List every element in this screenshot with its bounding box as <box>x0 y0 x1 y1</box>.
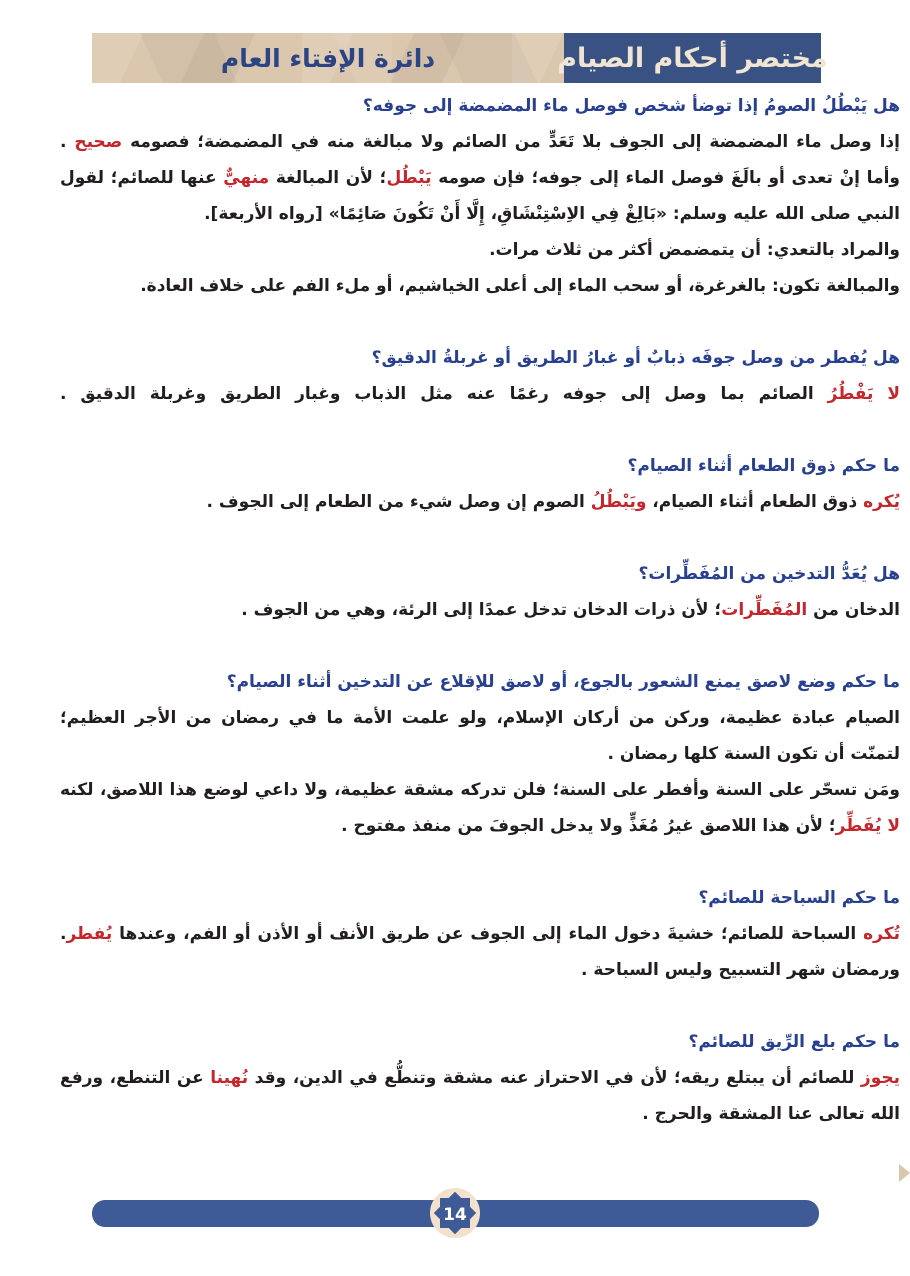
qa-block <box>60 448 900 520</box>
question-text: هل يُعَدُّ التدخين من المُفَطِّرات؟ <box>638 564 900 584</box>
highlight-term: يُكره <box>863 492 900 512</box>
answer-paragraph <box>60 916 900 952</box>
page-number: 14 <box>443 1205 467 1225</box>
highlight-term: صحيح <box>74 132 123 152</box>
answer-text: . <box>60 924 67 944</box>
answer-text: عنها للصائم؛ لقول النبي صلى الله عليه وسلم: «بَالِغْ فِي الاِسْتِنْشَاقِ، إِلَّا أَنْ تَكُونَ صَائِمًا» [رواه الأربعة]. <box>60 168 900 224</box>
answer-paragraph <box>60 376 900 412</box>
question-text: ما حكم وضع لاصق يمنع الشعور بالجوع، أو لاصق للإقلاع عن التدخين أثناء الصيام؟ <box>226 672 900 692</box>
answer-text: الصيام عبادة عظيمة، وركن من أركان الإسلام، ولو علمت الأمة ما في رمضان من الأجر العظيم؛ لتمنّت أن تكون السنة كلها رمضان . <box>60 708 900 764</box>
header-strip <box>92 33 828 83</box>
question-text: ما حكم السباحة للصائم؟ <box>698 888 900 908</box>
question-text: ما حكم ذوق الطعام أثناء الصيام؟ <box>627 456 900 476</box>
qa-content <box>60 88 900 1194</box>
answer-text: ذوق الطعام أثناء الصيام، <box>646 492 864 512</box>
highlight-term: منهيٌّ <box>223 168 270 188</box>
answer-paragraph <box>60 952 900 988</box>
org-name: دائرة الإفتاء العام <box>220 43 436 73</box>
highlight-term: يُفطر <box>66 924 113 944</box>
answer-text: إذا وصل ماء المضمضة إلى الجوف بلا تَعَدٍّ من الصائم ولا مبالغة منه في المضمضة؛ فصومه <box>122 132 900 152</box>
qa-block <box>60 664 900 844</box>
highlight-term: لا يَفْطُرُ <box>827 384 900 404</box>
answer-paragraph <box>60 124 900 160</box>
answer-text: . <box>60 132 75 152</box>
answer-text: ورمضان شهر التسبيح وليس السباحة . <box>581 960 900 980</box>
highlight-term: المُفَطِّرات <box>721 600 808 620</box>
answer-text: ؛ لأن المبالغة <box>269 168 387 188</box>
question-text: ما حكم بلع الرِّيق للصائم؟ <box>688 1032 900 1052</box>
answer-paragraph <box>60 700 900 772</box>
booklet-title: مختصر أحكام الصيام <box>557 42 828 74</box>
answer-text: الصوم إن وصل شيء من الطعام إلى الجوف . <box>206 492 591 512</box>
question-text: هل يَبْطُلُ الصومُ إذا توضأ شخص فوصل ماء المضمضة إلى جوفه؟ <box>362 96 900 116</box>
qa-block <box>60 880 900 988</box>
booklet-title-box <box>557 33 828 83</box>
answer-paragraph <box>60 1060 900 1132</box>
question-text: هل يُفطر من وصل جوفَه ذبابٌ أو غبارُ الطريق أو غربلةُ الدقيق؟ <box>371 348 900 368</box>
answer-text: وأما إنْ تعدى أو بالَغَ فوصل الماء إلى جوفه؛ فإن صومه <box>431 168 900 188</box>
answer-paragraph <box>60 592 900 628</box>
answer-paragraph <box>60 160 900 232</box>
answer-paragraph <box>60 484 900 520</box>
qa-block <box>60 1024 900 1132</box>
answer-text: الصائم بما وصل إلى جوفه رغمًا عنه مثل الذباب وغبار الطريق وغربلة الدقيق . <box>60 384 828 404</box>
answer-paragraph <box>60 232 900 268</box>
highlight-term: ويَبْطُلُ <box>590 492 647 512</box>
answer-text: السباحة للصائم؛ خشيةَ دخول الماء إلى الجوف عن طريق الأنف أو الأذن أو الفم، وعندها <box>112 924 864 944</box>
answer-text: ؛ لأن هذا اللاصق غيرُ مُغَذٍّ ولا يدخل الجوفَ من منفذ مفتوح . <box>341 816 836 836</box>
highlight-term: تُكره <box>863 924 900 944</box>
edge-ornament <box>899 1164 910 1182</box>
answer-text: ؛ لأن ذرات الدخان تدخل عمدًا إلى الرئة، وهي من الجوف . <box>241 600 722 620</box>
highlight-term: يَبْطُل <box>386 168 432 188</box>
highlight-term: نُهينا <box>210 1068 249 1088</box>
highlight-term: لا يُفَطِّر <box>835 816 900 836</box>
answer-text: ومَن تسحّر على السنة وأفطر على السنة؛ فلن تدركه مشقة عظيمة، ولا داعي لوضع هذا اللاصق، لكنه <box>60 780 900 800</box>
qa-block <box>60 556 900 628</box>
answer-paragraph <box>60 268 900 304</box>
eight-point-star-icon <box>429 1187 481 1239</box>
page-number-badge <box>429 1187 481 1239</box>
qa-block <box>60 340 900 412</box>
answer-paragraph <box>60 772 900 844</box>
answer-text: عن التنطع، ورفع الله تعالى عنا المشقة والحرج . <box>60 1068 900 1124</box>
highlight-term: يجوز <box>860 1068 900 1088</box>
answer-text: والمبالغة تكون: بالغرغرة، أو سحب الماء إلى أعلى الخياشيم، أو ملء الفم على خلاف العادة. <box>140 276 900 296</box>
answer-text: الدخان من <box>807 600 900 620</box>
answer-text: والمراد بالتعدي: أن يتمضمض أكثر من ثلاث مرات. <box>489 240 900 260</box>
answer-text: للصائم أن يبتلع ريقه؛ لأن في الاحتراز عنه مشقة وتنطُّع في الدين، وقد <box>248 1068 861 1088</box>
qa-block <box>60 88 900 304</box>
